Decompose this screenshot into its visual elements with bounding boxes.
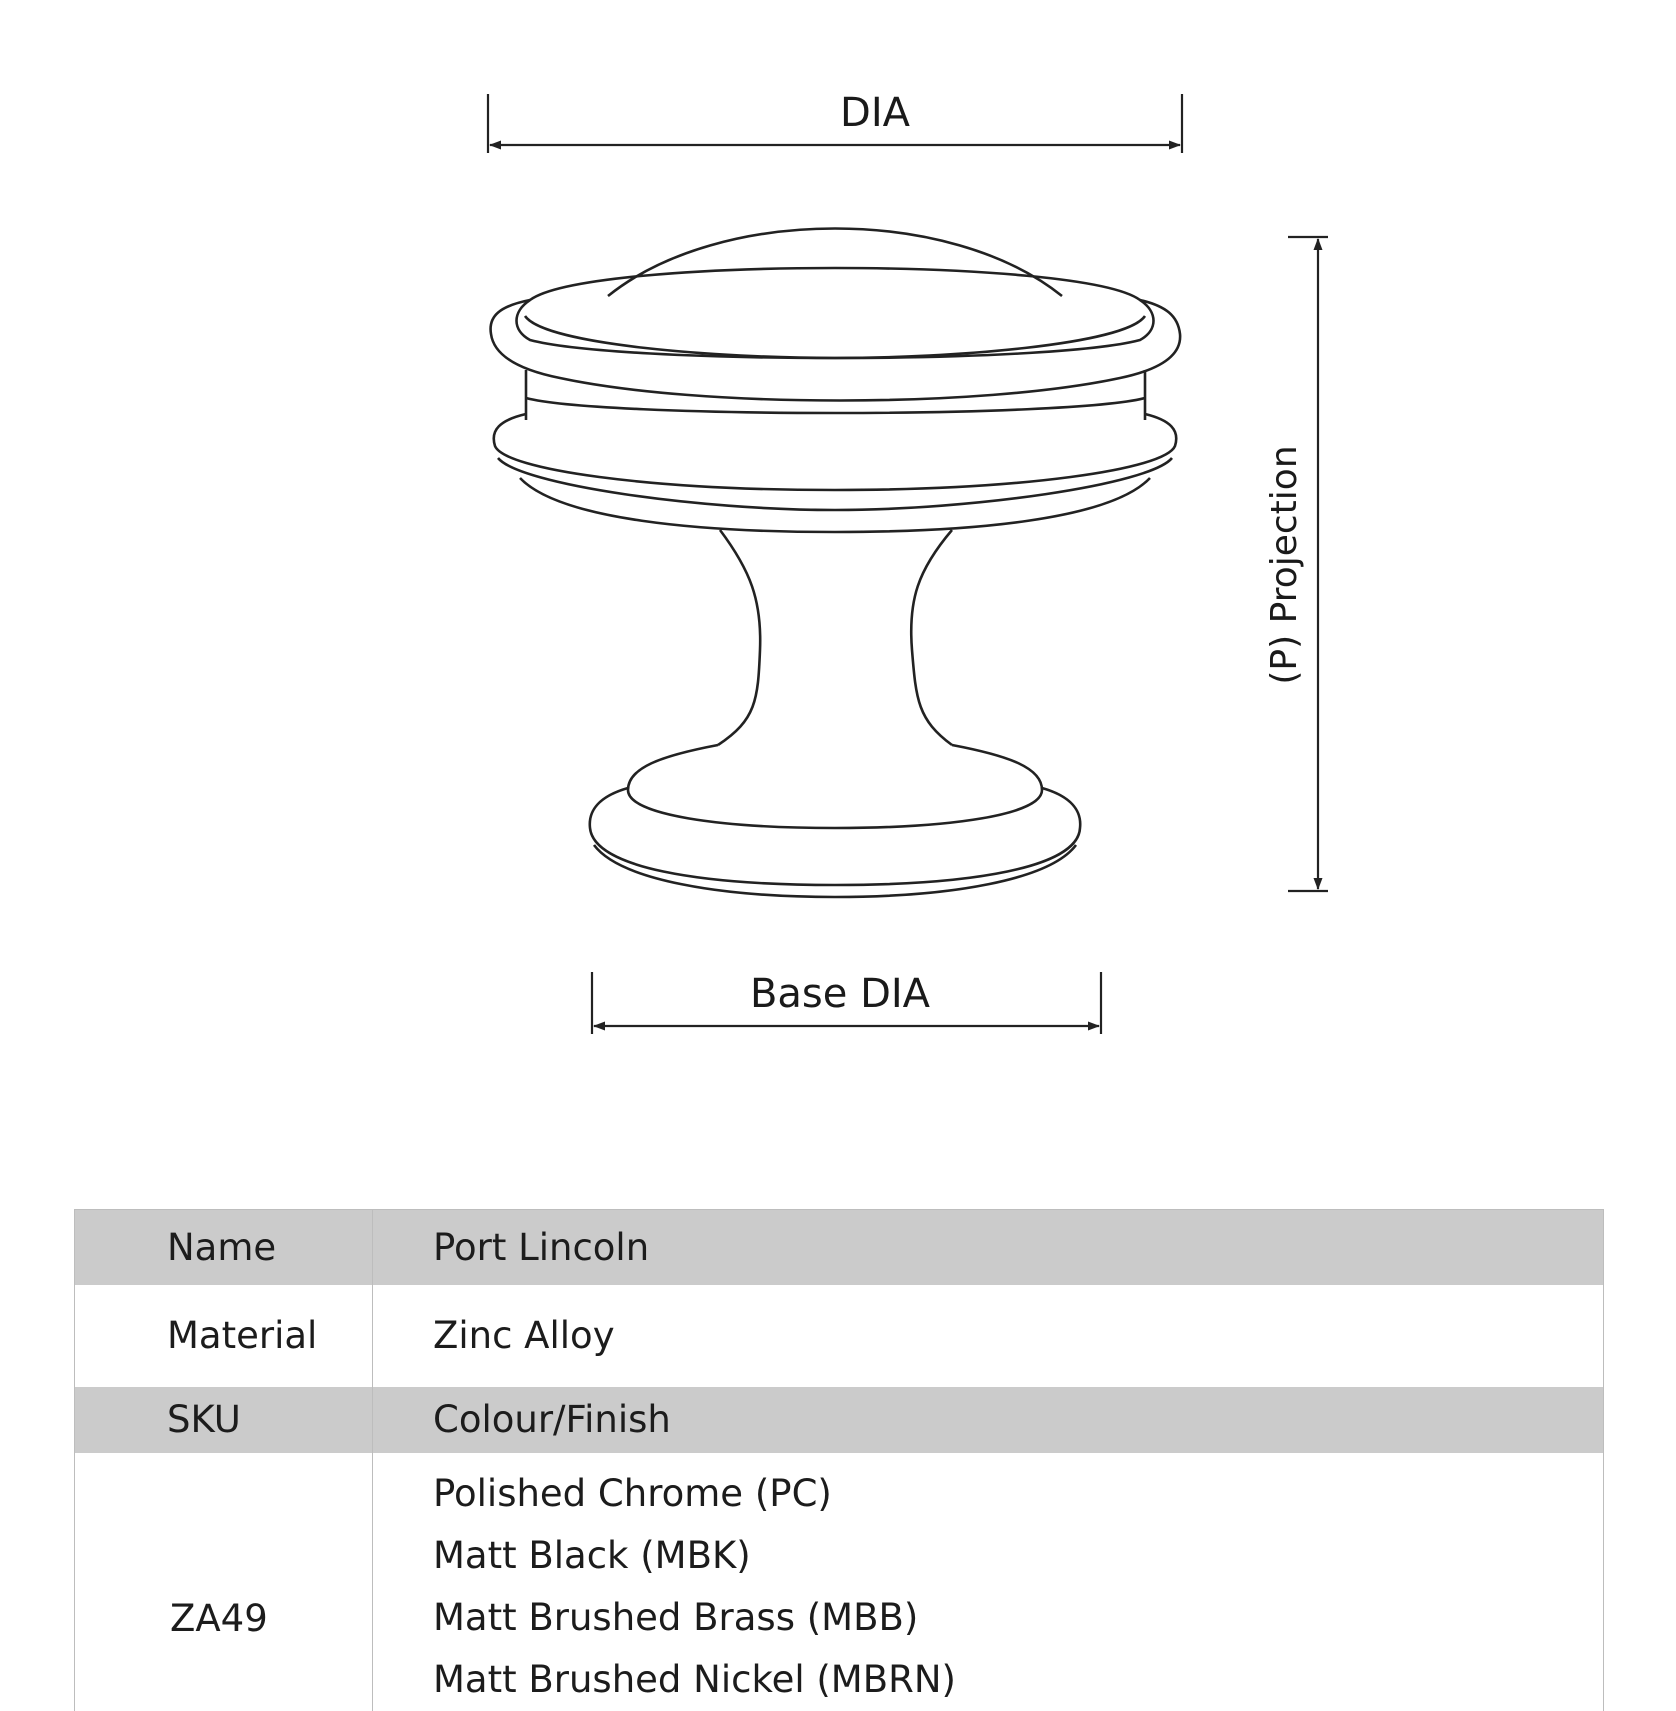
dia-dimension [488, 90, 1182, 153]
projection-label: (P) Projection [1264, 445, 1305, 685]
base-dia-label: Base DIA [749, 971, 931, 1017]
sku-value: ZA49 [170, 1596, 268, 1640]
finish-cell [373, 1453, 1604, 1711]
knob-base-plate [590, 788, 1080, 885]
knob-base-collar [628, 745, 1042, 828]
knob-dome [608, 229, 1062, 297]
knob-stem-right [911, 530, 952, 745]
finish-item: Matt Brushed Brass (MBB) [433, 1595, 919, 1639]
name-row [75, 1210, 1604, 1285]
finish-item: Matt Brushed Nickel (MBRN) [433, 1657, 956, 1701]
material-row [75, 1285, 1604, 1387]
material-label: Material [167, 1314, 318, 1357]
sku-row [75, 1453, 1604, 1711]
dia-label: DIA [840, 90, 910, 136]
sku-header: SKU [75, 1387, 373, 1453]
projection-dimension [1264, 237, 1328, 891]
knob-outline [491, 229, 1181, 898]
finish-item: Polished Chrome (PC) [433, 1471, 832, 1515]
finish-item: Matt Black (MBK) [433, 1533, 751, 1577]
finish-header: Colour/Finish [373, 1387, 1604, 1453]
name-value: Port Lincoln [373, 1210, 1604, 1285]
knob-lower-rim-bottom [498, 458, 1172, 510]
material-value: Zinc Alloy [373, 1285, 1604, 1387]
finish-list [433, 1453, 1603, 1711]
knob-stem-left [718, 530, 760, 745]
knob-skirt [520, 478, 1150, 532]
knob-lower-rim [494, 414, 1176, 490]
base-dia-dimension [592, 971, 1101, 1034]
spec-table [74, 1209, 1604, 1711]
name-label: Name [75, 1210, 373, 1285]
sku-header-row [75, 1387, 1604, 1453]
